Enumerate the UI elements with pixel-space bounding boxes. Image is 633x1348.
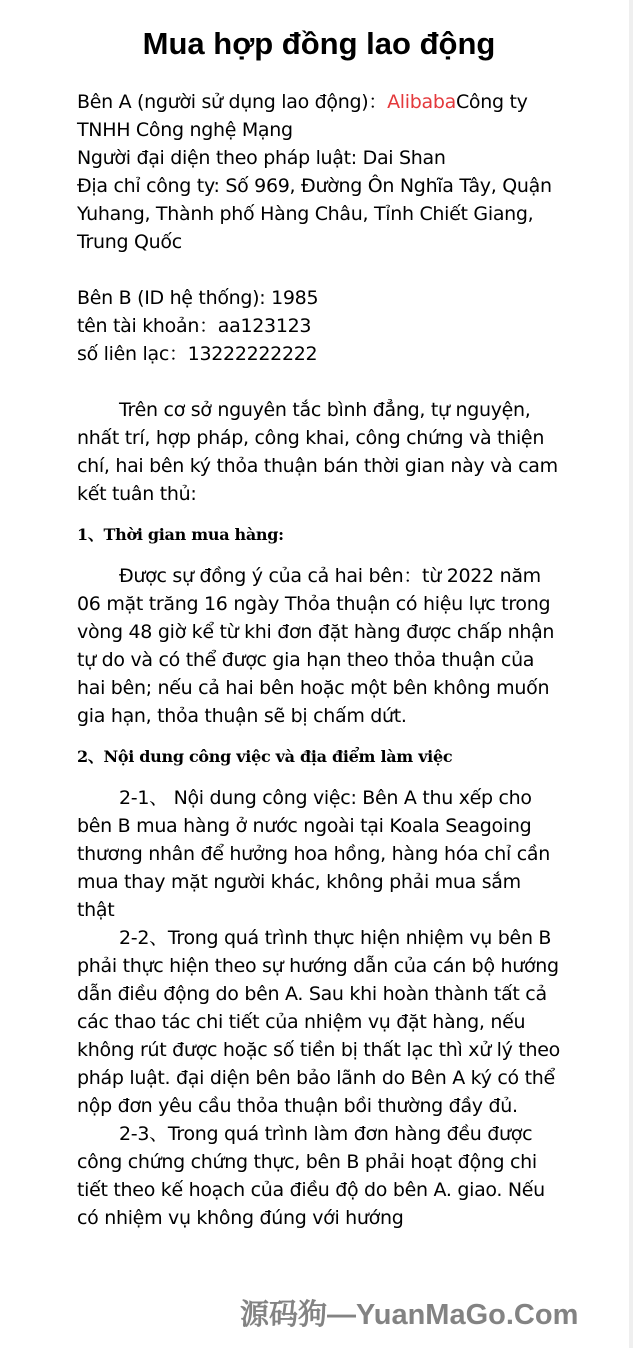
intro-paragraph: Trên cơ sở nguyên tắc bình đẳng, tự nguyện, nhất trí, hợp pháp, công khai, công chứng và thiện chí, hai bên ký thỏa thuận bán thời gian này và cam kết tuân thủ:: [77, 399, 558, 505]
section-2-item: 2-1、 Nội dung công việc: Bên A thu xếp cho bên B mua hàng ở nước ngoài tại Koala Seagoing thương nhân để hưởng hoa hồng, hàng hóa chỉ cần mua thay mặt người khác, không phải mua sắm thật: [77, 787, 550, 921]
contract-body: [77, 88, 561, 1232]
section-1-heading: 1、Thời gian mua hàng:: [77, 525, 284, 544]
party-a-line: [77, 88, 561, 144]
party-b-contact: số liên lạc：13222222222: [77, 343, 318, 365]
section-2-item: 2-3、Trong quá trình làm đơn hàng đều được công chứng chứng thực, bên B phải hoạt động chi tiết theo kế hoạch của điều độ do bên A. giao. Nếu có nhiệm vụ không đúng với hướng: [77, 1123, 545, 1229]
contract-document: [77, 0, 561, 1232]
section-1-body: Được sự đồng ý của cả hai bên：từ 2022 năm 06 mặt trăng 16 ngày Thỏa thuận có hiệu lực trong vòng 48 giờ kể từ khi đơn đặt hàng được chấp nhận tự do và có thể được gia hạn theo thỏa thuận của hai bên; nếu cả hai bên hoặc một bên không muốn gia hạn, thỏa thuận sẽ bị chấm dứt.: [77, 565, 555, 727]
party-b-system-id: Bên B (ID hệ thống): 1985: [77, 287, 319, 309]
spacer: [77, 256, 561, 284]
watermark: 源码狗—YuanMaGo.Com: [240, 1299, 579, 1331]
company-address: Địa chỉ công ty: Số 969, Đường Ôn Nghĩa Tây, Quận Yuhang, Thành phố Hàng Châu, Tỉnh Chiết Giang, Trung Quốc: [77, 175, 552, 253]
party-a-label: Bên A (người sử dụng lao động)：: [77, 91, 388, 113]
section-2-heading: 2、Nội dung công việc và địa điểm làm việc: [77, 747, 453, 766]
scrollbar[interactable]: [629, 0, 633, 1348]
company-name: Công ty TNHH Công nghệ Mạng: [77, 91, 528, 141]
page-title: Mua hợp đồng lao động: [142, 26, 496, 61]
legal-representative: Người đại diện theo pháp luật: Dai Shan: [77, 147, 446, 169]
spacer: [77, 368, 561, 396]
party-b-account: tên tài khoản：aa123123: [77, 315, 312, 337]
brand-name: Alibaba: [387, 91, 456, 113]
section-2-item: 2-2、Trong quá trình thực hiện nhiệm vụ bên B phải thực hiện theo sự hướng dẫn của cán bộ hướng dẫn điều động do bên A. Sau khi hoàn thành tất cả các thao tác chi tiết của nhiệm vụ đặt hàng, nếu không rút được hoặc số tiền bị thất lạc thì xử lý theo pháp luật. đại diện bên bảo lãnh do Bên A ký có thể nộp đơn yêu cầu thỏa thuận bồi thường đầy đủ.: [77, 927, 560, 1117]
